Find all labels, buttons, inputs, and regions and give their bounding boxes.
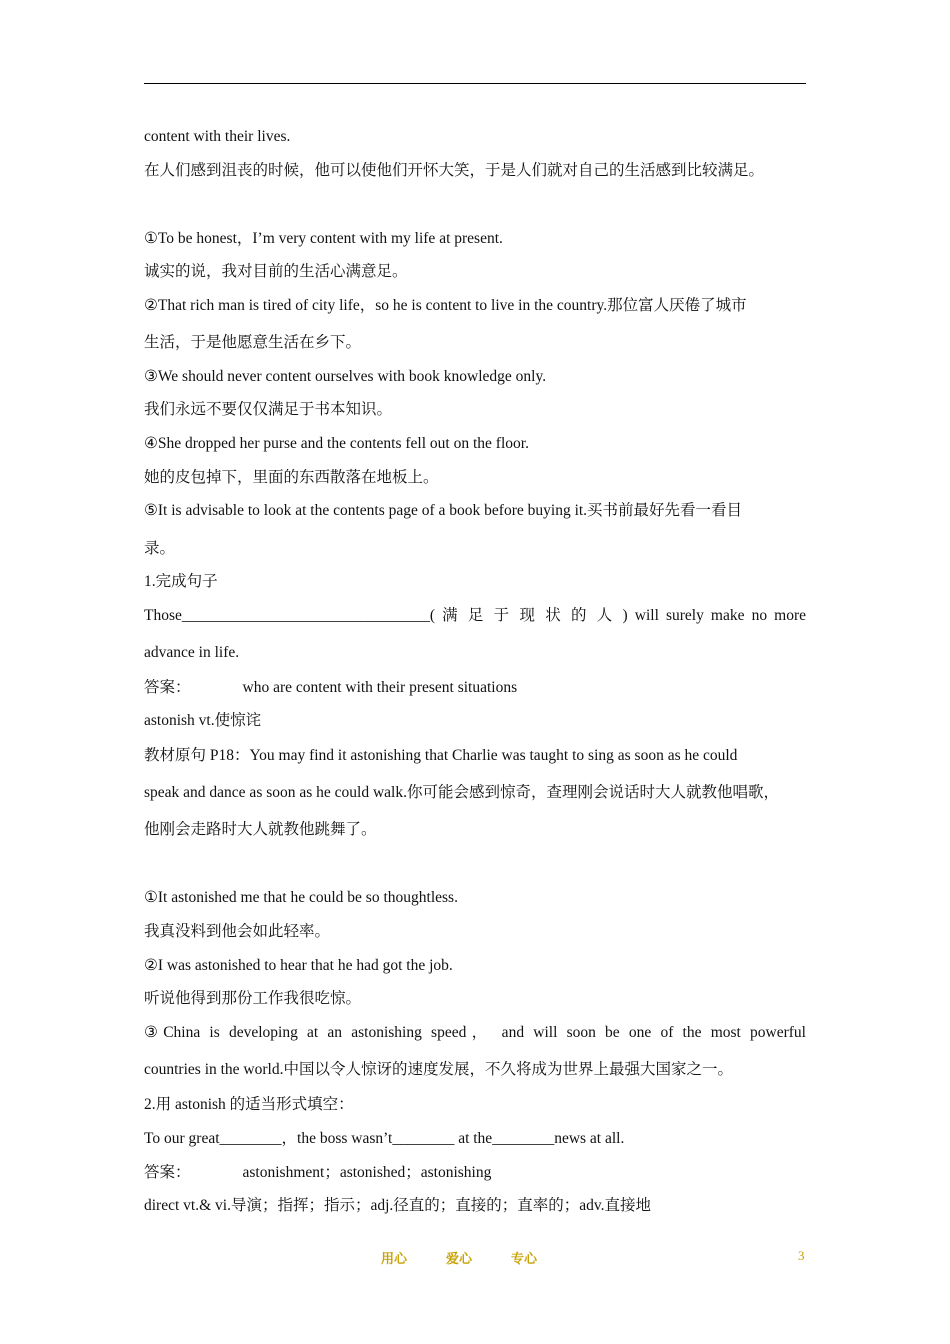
text-line: advance in life. bbox=[144, 644, 240, 661]
footer-text: 用心 bbox=[381, 1252, 408, 1267]
header-rule bbox=[144, 83, 806, 84]
page-number: 3 bbox=[798, 1248, 805, 1263]
text-line: ⑤It is advisable to look at the contents page of a book before buying it.买书前最好先看一看目 bbox=[144, 502, 743, 519]
text-line: 她的皮包掉下，里面的东西散落在地板上。 bbox=[144, 469, 439, 486]
text-line: ①To be honest，I’m very content with my life at present. bbox=[144, 230, 503, 247]
text-line: ①It astonished me that he could be so thoughtless. bbox=[144, 889, 458, 906]
text-line: To our great________，the boss wasn’t________ at the________news at all. bbox=[144, 1130, 625, 1147]
text-line: ②That rich man is tired of city life，so he is content to live in the country.那位富人厌倦了城市 bbox=[144, 297, 747, 314]
text-line: content with their lives. bbox=[144, 128, 291, 145]
text-line: speak and dance as soon as he could walk.你可能会感到惊奇，查理刚会说话时大人就教他唱歌， bbox=[144, 784, 779, 801]
text-line: 我真没料到他会如此轻率。 bbox=[144, 923, 331, 940]
text-line: 听说他得到那份工作我很吃惊。 bbox=[144, 990, 362, 1007]
text-line: ②I was astonished to hear that he had got the job. bbox=[144, 957, 453, 974]
text-line: 生活，于是他愿意生活在乡下。 bbox=[144, 334, 362, 351]
exercise-heading: 2.用 astonish 的适当形式填空： bbox=[144, 1096, 354, 1113]
text-line: 教材原句 P18：You may find it astonishing that Charlie was taught to sing as soon as he could bbox=[144, 747, 738, 764]
text-line: 他刚会走路时大人就教他跳舞了。 bbox=[144, 821, 377, 838]
answer-label: 答案： bbox=[144, 679, 191, 696]
text-line: 我们永远不要仅仅满足于书本知识。 bbox=[144, 401, 393, 418]
text-line: ③China is developing at an astonishing speed， and will soon be one of the most powerful bbox=[144, 1024, 806, 1041]
answer-line bbox=[144, 1163, 491, 1183]
answer-line bbox=[144, 678, 517, 698]
text-line: countries in the world.中国以令人惊讶的速度发展，不久将成为世界上最强大国家之一。 bbox=[144, 1061, 733, 1078]
text-line: 在人们感到沮丧的时候，他可以使他们开怀大笑，于是人们就对自己的生活感到比较满足。 bbox=[144, 162, 765, 179]
text-line: Those________________________________( 满 足 于 现 状 的 人 ) will surely make no more bbox=[144, 607, 806, 624]
answer-text: who are content with their present situations bbox=[242, 679, 518, 696]
exercise-heading: 1.完成句子 bbox=[144, 573, 218, 590]
vocab-heading: direct vt.& vi.导演；指挥；指示；adj.径直的；直接的；直率的；adv.直接地 bbox=[144, 1197, 652, 1214]
answer-label: 答案： bbox=[144, 1164, 191, 1181]
answer-text: astonishment；astonished；astonishing bbox=[242, 1164, 492, 1181]
footer-text: 专心 bbox=[511, 1252, 538, 1267]
text-line: 诚实的说，我对目前的生活心满意足。 bbox=[144, 263, 408, 280]
footer-text: 爱心 bbox=[446, 1252, 473, 1267]
text-line: ③We should never content ourselves with book knowledge only. bbox=[144, 368, 547, 385]
text-line: 录。 bbox=[144, 540, 176, 557]
text-line: ④She dropped her purse and the contents fell out on the floor. bbox=[144, 435, 529, 452]
vocab-heading: astonish vt.使惊诧 bbox=[144, 712, 262, 729]
